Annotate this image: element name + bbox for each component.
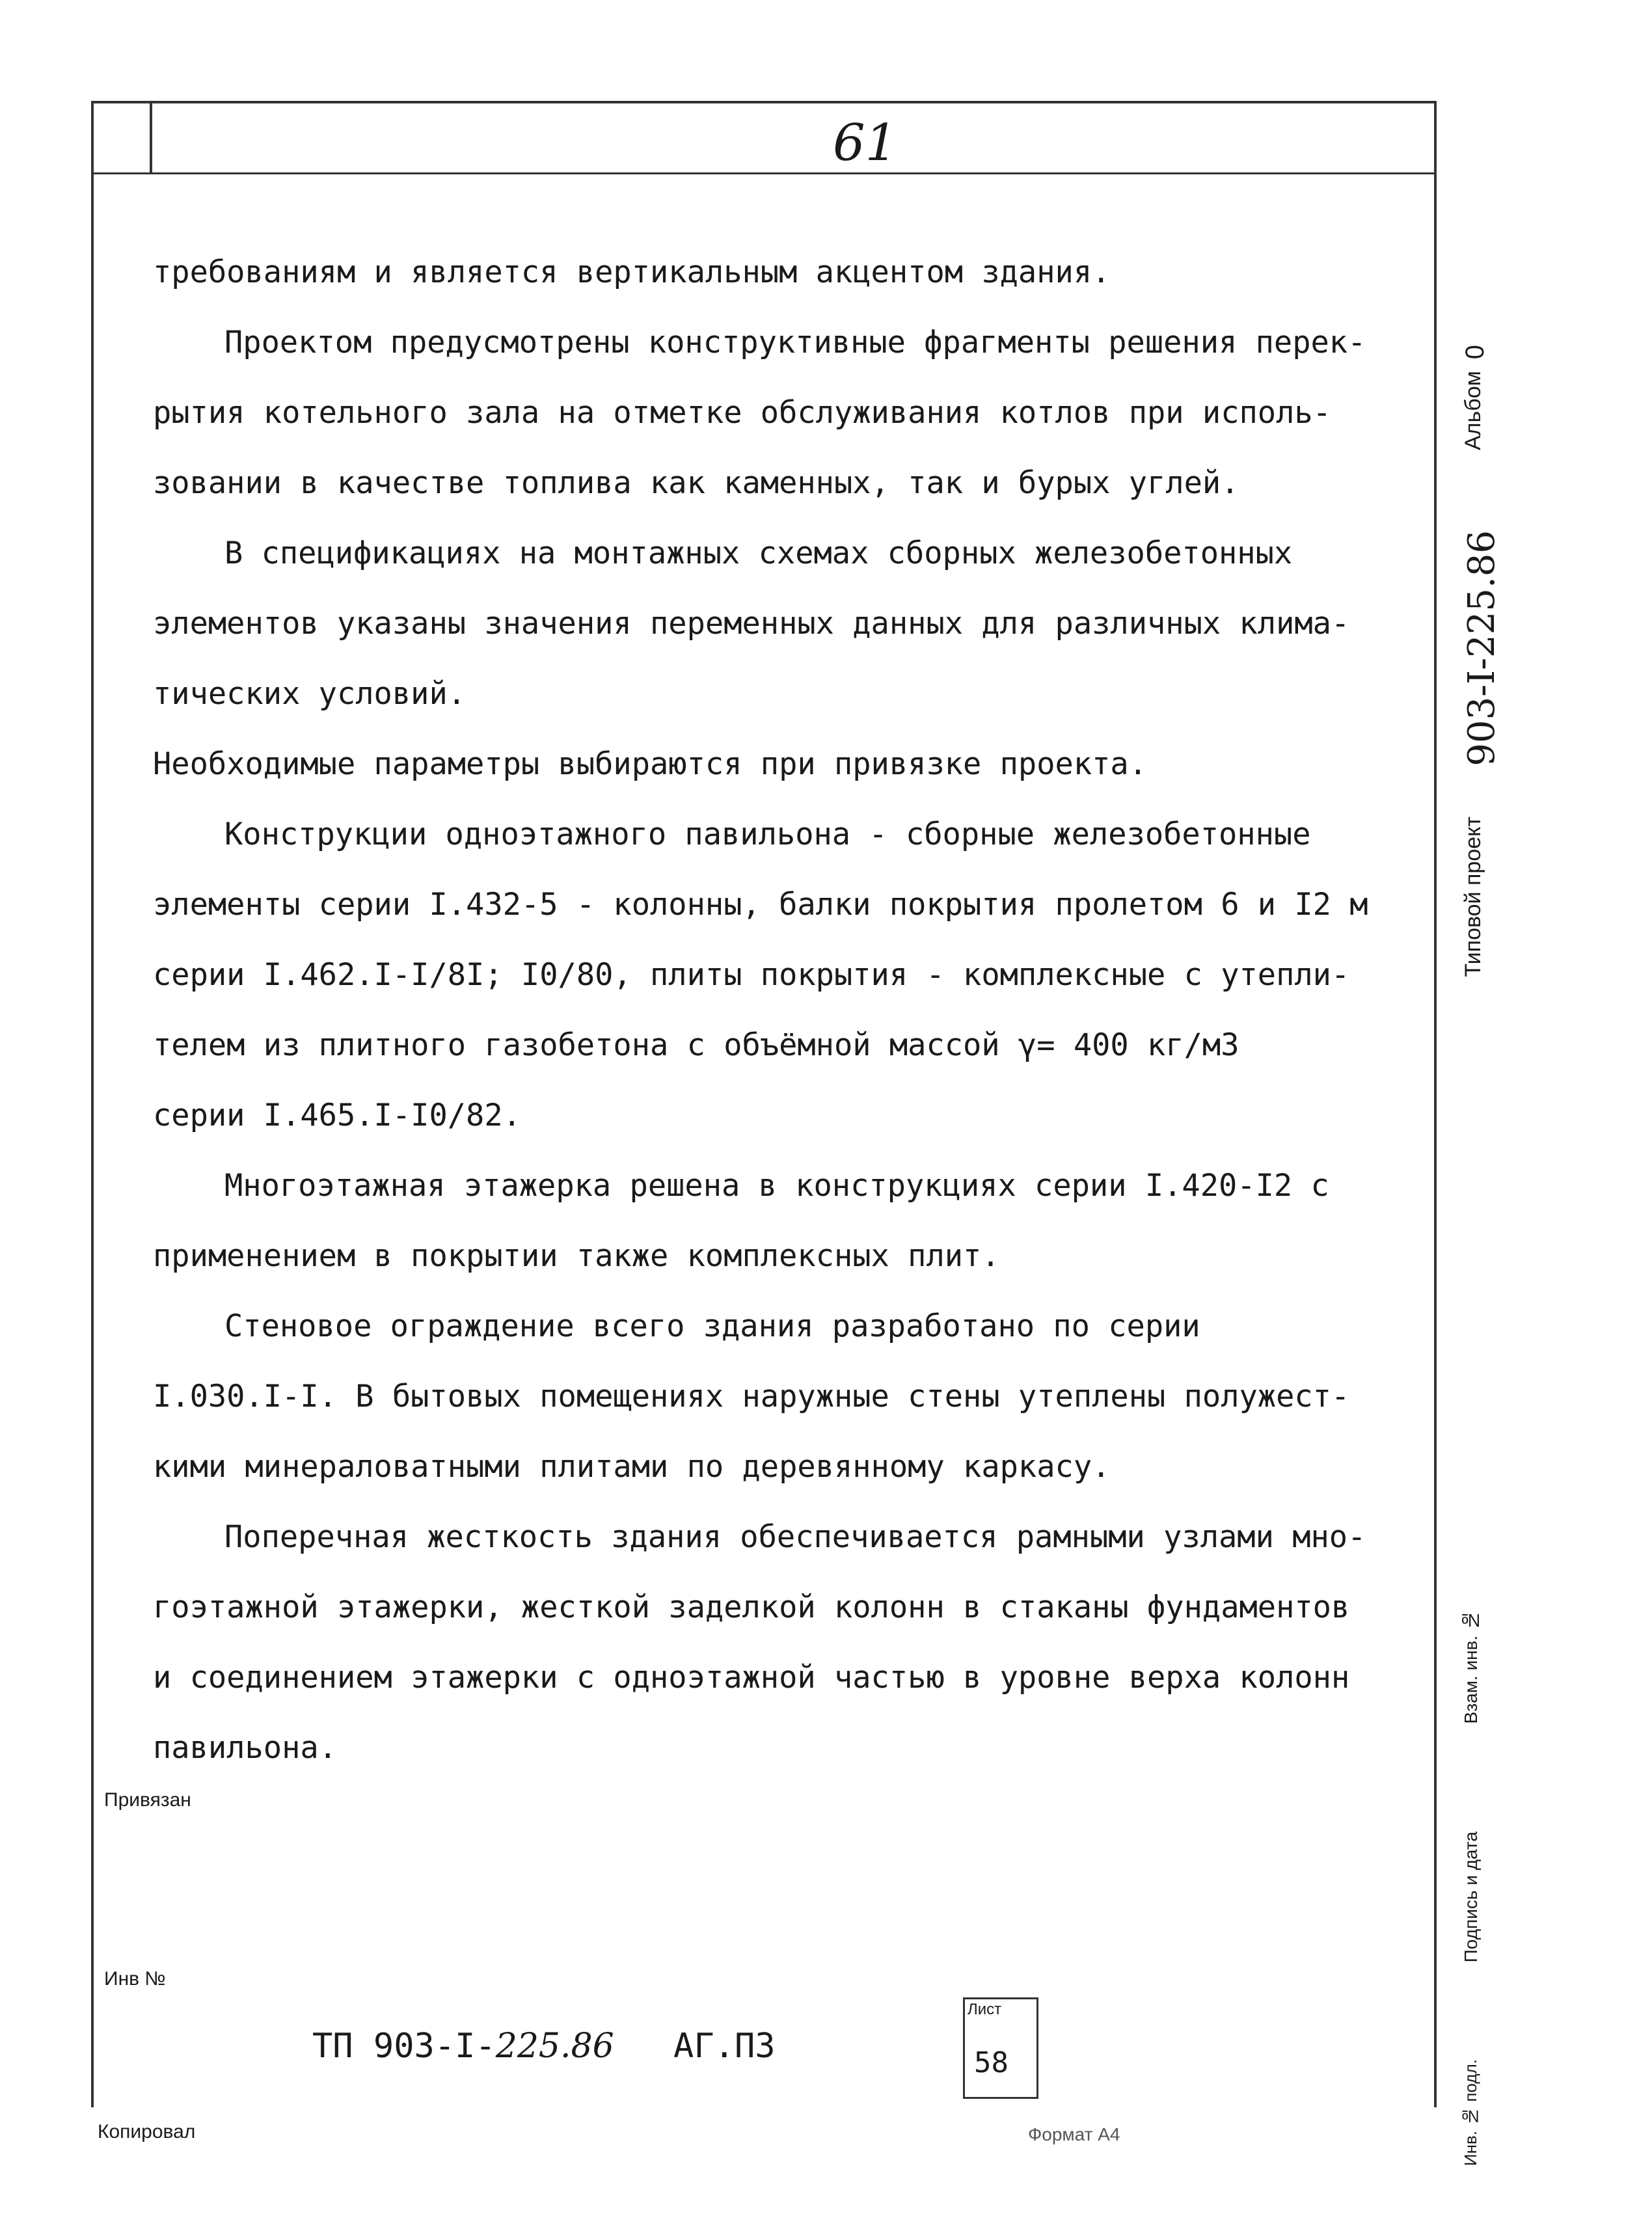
text-line: и соединением этажерки с одноэтажной частью в уровне верха колонн (153, 1660, 1350, 1695)
text-line: серии I.462.I-I/8I; I0/80, плиты покрытия - комплексные с утепли- (153, 957, 1350, 993)
text-line: I.030.I-I. В бытовых помещениях наружные стены утеплены полужест- (153, 1379, 1350, 1414)
text-line: кими минераловатными плитами по деревянному каркасу. (153, 1449, 1111, 1485)
project-code: 903-I-225.86 (1461, 530, 1503, 766)
kopiroval-label: Копировал (98, 2121, 196, 2142)
field-podpis: Подпись и дата (1461, 1831, 1481, 1963)
field-inv: Инв. № подл. (1461, 2059, 1480, 2167)
sheet-box (963, 1997, 1038, 2099)
text-line: серии I.465.I-I0/82. (153, 1098, 521, 1133)
text-line: Проектом предусмотрены конструктивные фрагменты решения перек- (224, 325, 1366, 360)
album-value: 0 (1461, 345, 1489, 360)
side-stamp (1461, 101, 1503, 2167)
sheet-number: 58 (974, 2046, 1009, 2079)
text-line: элементов указаны значения переменных данных для различных клима- (153, 606, 1350, 642)
format-label: Формат А4 (1028, 2124, 1120, 2144)
text-line: гоэтажной этажерки, жесткой заделкой колонн в стаканы фундаментов (153, 1589, 1350, 1625)
project-label: Типовой проект (1461, 817, 1485, 977)
frame-top-tick (150, 101, 152, 172)
text-line: Конструкции одноэтажного павильона - сборные железобетонные (224, 817, 1311, 852)
text-line: телем из плитного газобетона с объёмной массой γ= 400 кг/м3 (153, 1027, 1239, 1063)
text-line: Необходимые параметры выбираются при привязке проекта. (153, 746, 1148, 782)
inv-no-label: Инв № (104, 1968, 166, 1990)
text-line: требованиям и является вертикальным акцентом здания. (153, 254, 1111, 290)
text-line: Стеновое ограждение всего здания разработано по серии (224, 1308, 1200, 1344)
text-line: Многоэтажная этажерка решена в конструкциях серии I.420-I2 с (224, 1168, 1329, 1204)
field-vzam: Взам. инв. № (1461, 1610, 1481, 1724)
text-line: зовании в качестве топлива как каменных, так и бурых углей. (153, 465, 1239, 501)
handwritten-page-number: 61 (833, 114, 898, 172)
text-line: Поперечная жесткость здания обеспечивается рамными узлами мно- (224, 1519, 1366, 1555)
document-code: ТП 903-I-225.86 АГ.ПЗ (312, 2027, 776, 2066)
text-line: элементы серии I.432-5 - колонны, балки покрытия пролетом 6 и I2 м (153, 887, 1368, 923)
sheet-label: Лист (968, 2001, 1002, 2018)
body-text (153, 237, 1402, 1783)
text-line: В спецификациях на монтажных схемах сборных железобетонных (224, 535, 1293, 571)
text-line: рытия котельного зала на отметке обслуживания котлов при исполь- (153, 395, 1331, 431)
text-line: павильона. (153, 1730, 337, 1766)
album-label: Альбом (1461, 371, 1485, 450)
text-line: применением в покрытии также комплексных плит. (153, 1238, 1000, 1274)
privyazan-label: Привязан (104, 1789, 191, 1811)
text-line: тических условий. (153, 676, 467, 712)
frame-inner-top-line (91, 172, 1434, 174)
